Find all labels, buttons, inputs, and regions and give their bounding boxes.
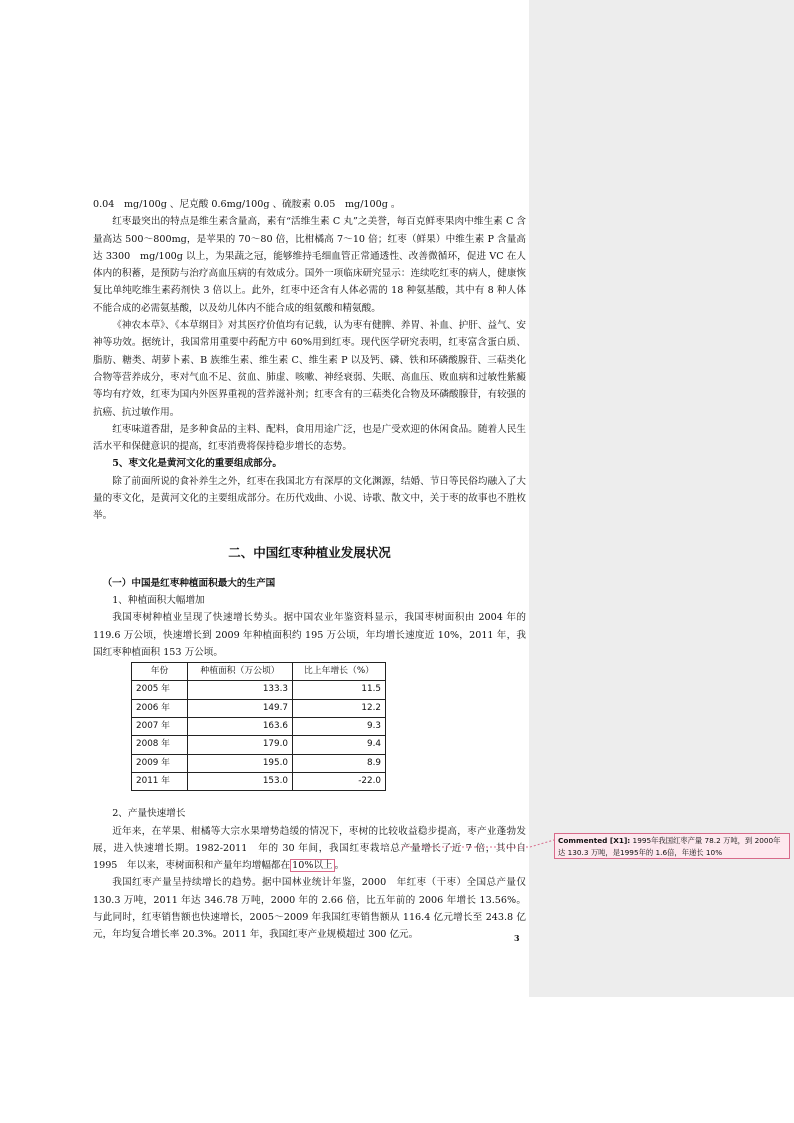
paragraph: 我国红枣产量呈持续增长的趋势。据中国林业统计年鉴，2000 年红枣（干枣）全国总产量仅 130.3 万吨，2011 年达 346.78 万吨，2000 年的 2.66 倍，比五年前的 2006 年增长 13.56%。与此同时，红枣销售额也快速增长，2005～2009 年我国红枣销售额从 116.4 亿元增长至 243.8 亿元，年均复合增长率 20.3%。2011 年，我国红枣产业规模超过 300 亿元。	[93, 877, 526, 941]
paragraph: 红枣味道香甜，是多种食品的主料、配料，食用用途广泛，也是广受欢迎的休闲食品。随着人民生活水平和保健意识的提高，红枣消费将保持稳步增长的态势。	[93, 423, 526, 453]
cell-year: 2007 年	[132, 718, 188, 736]
column-header: 种植面积（万公顷）	[188, 663, 293, 681]
document-page	[93, 196, 526, 944]
cell-growth: 12.2	[293, 699, 386, 717]
cell-growth: 9.3	[293, 718, 386, 736]
cell-year: 2008 年	[132, 736, 188, 754]
section-heading: 5、枣文化是黄河文化的重要组成部分。	[112, 458, 282, 470]
paragraph: 我国枣树种植业呈现了快速增长势头。据中国农业年鉴资料显示，我国枣树面积由 2004 年的 119.6 万公顷，快速增长到 2009 年种植面积约 195 万公顷，年均增长速度近 10%，2011 年，我国红枣种植面积 153 万公顷。	[93, 612, 526, 658]
cell-growth: 9.4	[293, 736, 386, 754]
table-header-row	[132, 663, 386, 681]
cell-growth: 11.5	[293, 681, 386, 699]
table-row	[132, 681, 386, 699]
cell-growth: 8.9	[293, 754, 386, 772]
comment-balloon[interactable]	[554, 833, 790, 859]
table-row	[132, 736, 386, 754]
cell-year: 2009 年	[132, 754, 188, 772]
paragraph-text: 。	[334, 860, 345, 872]
planting-area-table	[131, 662, 386, 791]
cell-area: 195.0	[188, 754, 293, 772]
table-row	[132, 718, 386, 736]
table-row	[132, 699, 386, 717]
cell-area: 153.0	[188, 772, 293, 790]
table-row	[132, 772, 386, 790]
cell-growth: -22.0	[293, 772, 386, 790]
cell-area: 179.0	[188, 736, 293, 754]
paragraph: 除了前面所说的食补养生之外，红枣在我国北方有深厚的文化渊源，结婚、节日等民俗均融入了大量的枣文化，是黄河文化的主要组成部分。在历代戏曲、小说、诗歌、散文中，关于枣的故事也不胜枚举。	[93, 475, 526, 522]
comment-author-tag: Commented [X1]:	[558, 836, 631, 845]
page-number: 3	[514, 933, 520, 943]
subsection-heading: （一）中国是红枣种植面积最大的生产国	[102, 577, 276, 589]
paragraph: 《神农本草》、《本草纲目》对其医疗价值均有记载，认为枣有健脾、养胃、补血、护肝、益气、安神等功效。据统计，我国常用重要中药配方中 60%用到红枣。现代医学研究表明，红枣富含蛋白质、脂肪、糖类、胡萝卜素、B 族维生素、维生素 C、维生素 P 以及钙、磷、铁和环磷酸腺苷、三萜类化合物等营养成分，枣对气血不足、贫血、肺虚、咳嗽、神经衰弱、失眠、高血压、败血病和过敏性紫癜等均有疗效，红枣为国内外医界重视的营养滋补剂；红枣含有的三萜类化合物及环磷酸腺苷，有较强的抗癌、抗过敏作用。	[93, 320, 526, 418]
cell-area: 133.3	[188, 681, 293, 699]
comment-text: 1995年我国红枣产量 78.2 万吨，到 2000年达 130.3 万吨，是1995年的 1.6倍，年递长 10%	[558, 836, 781, 857]
cell-area: 163.6	[188, 718, 293, 736]
comment-connector	[400, 836, 560, 850]
table-row	[132, 754, 386, 772]
cell-year: 2005 年	[132, 681, 188, 699]
column-header: 比上年增长（%）	[293, 663, 386, 681]
column-header: 年份	[132, 663, 188, 681]
paragraph: 红枣最突出的特点是维生素含量高，素有“活维生素 C 丸”之美誉，每百克鲜枣果肉中维生素 C 含量高达 500～800mg，是苹果的 70～80 倍，比柑橘高 7～10 倍；红枣（鲜果）中维生素 P 含量高达 3300 mg/100g 以上，为果蔬之冠，能够维持毛细血管正常通透性、改善微循环，促进 VC 在人体内的积蓄，是预防与治疗高血压病的有效成分。国外一项临床研究显示：连续吃红枣的病人，健康恢复比单纯吃维生素药剂快 3 倍以上。此外，红枣中还含有人体必需的 18 种氨基酸，其中有 8 种人体不能合成的必需氨基酸，以及幼儿体内不能合成的组氨酸和精氨酸。	[93, 216, 526, 314]
cell-year: 2006 年	[132, 699, 188, 717]
chapter-heading: 二、中国红枣种植业发展状况	[228, 544, 391, 560]
cell-year: 2011 年	[132, 772, 188, 790]
subsection-title: 1、种植面积大幅增加	[112, 594, 205, 606]
subsection-title: 2、产量快速增长	[112, 808, 186, 820]
paragraph: 0.04 mg/100g 、尼克酸 0.6mg/100g 、硫胺素 0.05 mg/100g 。	[93, 199, 401, 210]
commented-text-highlight[interactable]: 10%以上	[292, 860, 333, 872]
paragraph-text: 近年来，在苹果、柑橘等大宗水果增势趋缓的情况下，枣树的比较收益稳步提高，枣产业蓬勃发展，进入快速增长期。1982-2011 年的 30 年间，我国红枣栽培总产量增长了近 7 倍，其中自 1995 年以来，枣树面积和产量年均增幅都在	[93, 825, 526, 872]
cell-area: 149.7	[188, 699, 293, 717]
